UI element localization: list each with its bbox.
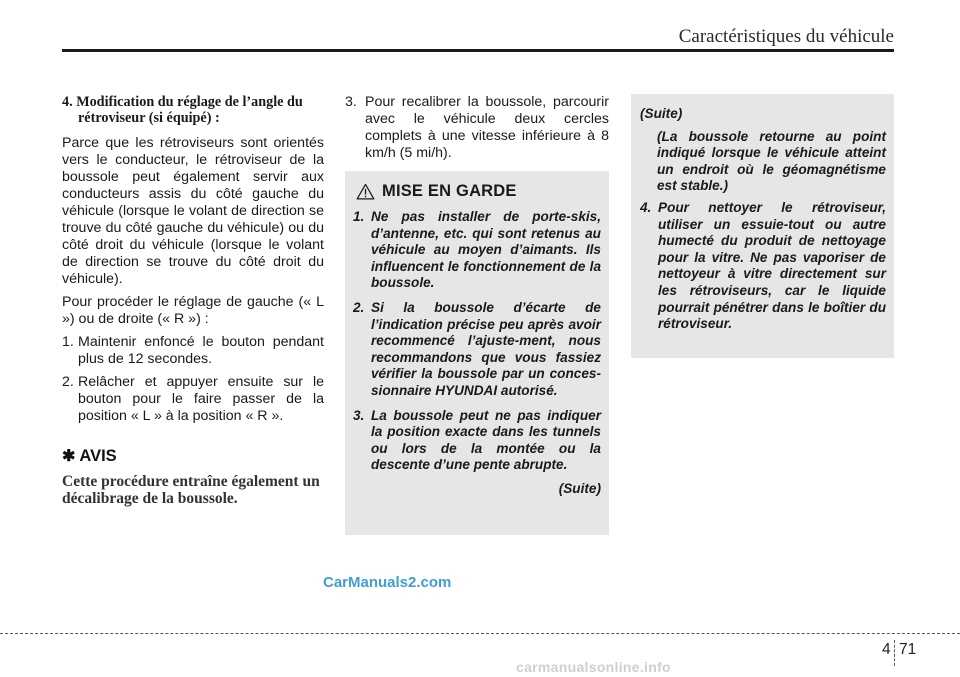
header-title: Caractéristiques du véhicule xyxy=(678,26,894,47)
step-3 xyxy=(345,94,609,162)
footer-site-watermark: carmanualsonline.info xyxy=(516,659,671,675)
item-number: 4. xyxy=(640,199,652,215)
step-number: 1. xyxy=(62,334,74,350)
step-number: 2. xyxy=(62,374,74,390)
item-text: Si la boussole d’écarte de l’indication précise peu après avoir recommencé l’ajuste-ment, nous recommandons que vous fassiez vérifier la boussole par un conces-sionnaire HYUNDAI autorisé. xyxy=(371,299,601,398)
item-text: Ne pas installer de porte-skis, d’antenne, etc. qui sont retenus au véhicule au moyen d’aimants. Ils influencent le fonctionnement de la boussole. xyxy=(371,209,601,291)
notice-text: Cette procédure entraîne également un décalibrage de la boussole. xyxy=(62,473,320,507)
chapter-number: 4 xyxy=(882,641,891,658)
item-number: 3. xyxy=(353,407,365,423)
asterisk-icon: ✱ xyxy=(62,448,76,465)
step-text: Pour recalibrer la boussole, parcourir avec le véhicule deux cercles complets à une vitesse inférieure à 8 km/h (5 mi/h). xyxy=(365,94,609,161)
header-rule xyxy=(62,49,894,52)
item-number: 2. xyxy=(353,299,365,315)
step-text: Relâcher et appuyer ensuite sur le bouton pour le faire passer de la position « L » à la position « R ». xyxy=(78,374,324,424)
continued-text: (La boussole retourne au point indiqué lorsque le véhicule atteint un endroit où le géomagnétisme est stable.) xyxy=(657,128,886,194)
step-number: 3. xyxy=(345,94,357,110)
page-number: 71 xyxy=(899,641,917,658)
item-number: 1. xyxy=(353,209,365,224)
body-paragraph-2: Pour procéder le réglage de gauche (« L ») ou de droite (« R ») : xyxy=(62,294,324,327)
footer-rule xyxy=(0,633,960,634)
warning-item-2 xyxy=(353,300,601,400)
watermark-link[interactable]: CarManuals2.com xyxy=(323,574,452,591)
item-text: Pour nettoyer le rétroviseur, utiliser un essuie-tout ou autre humecté du produit de nettoyage pour la vitre. Ne pas vaporiser de nettoyeur à vitre directement sur les rétroviseurs, car le liquide pourrait pénétrer dans le boîtier du rétroviseur. xyxy=(658,199,886,332)
body-paragraph-1: Parce que les rétroviseurs sont orientés vers le conducteur, le rétroviseur de la boussole peut également servir aux conducteurs assis du côté gauche du véhicule (lorsque le volant de direction se trouve du côté gauche du véhicule) ou du côté droit du véhicule (lorsque le volant de direction se trouve du côté droit du véhicule). xyxy=(62,135,324,287)
notice-title xyxy=(62,446,324,466)
middle-column xyxy=(345,94,609,162)
warning-header xyxy=(356,182,601,201)
section-heading: 4. Modification du réglage de l’angle du rétroviseur (si équipé) : xyxy=(62,94,303,126)
continued-label: (Suite) xyxy=(640,106,683,121)
left-column xyxy=(62,94,324,507)
warning-triangle-icon xyxy=(356,183,375,200)
page-separator xyxy=(894,640,895,666)
warning-item-1 xyxy=(353,209,601,292)
warning-box xyxy=(345,171,609,535)
step-text: Maintenir enfoncé le bouton pendant plus de 12 secondes. xyxy=(78,334,324,367)
notice-title-text: AVIS xyxy=(79,446,117,465)
continued-label: (Suite) xyxy=(558,480,601,496)
step-2 xyxy=(62,374,324,425)
warning-title: MISE EN GARDE xyxy=(382,182,517,200)
warning-item-3 xyxy=(353,408,601,474)
continued-warning-box xyxy=(631,94,894,358)
item-text: La boussole peut ne pas indiquer la position exacte dans les tunnels ou lors de la montée ou la descente d’une pente abrupte. xyxy=(371,407,601,473)
warning-item-4 xyxy=(640,200,886,333)
step-1 xyxy=(62,334,324,368)
